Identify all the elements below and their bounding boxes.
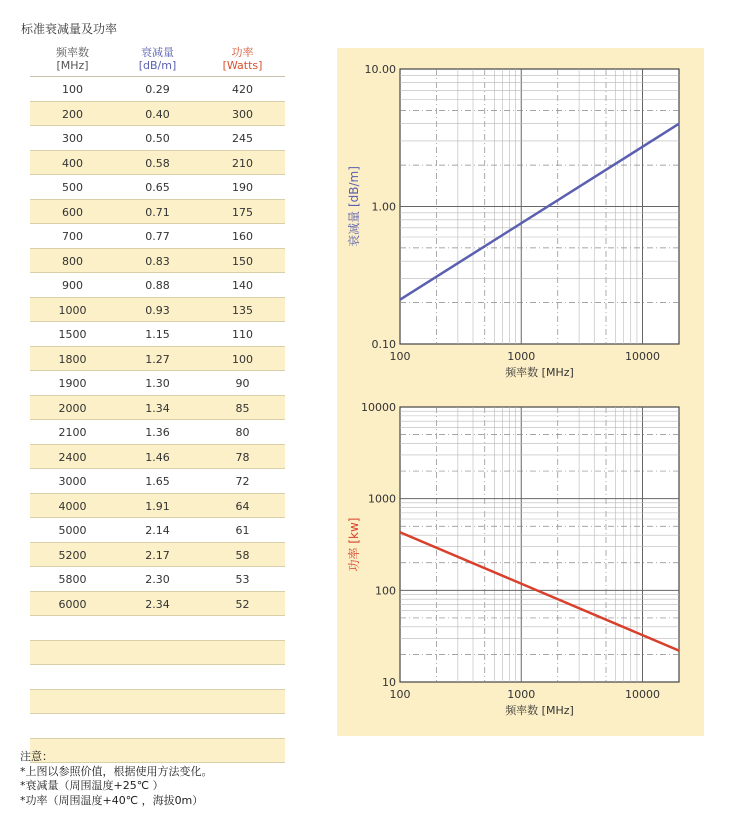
attenuation-cell: 0.77 (145, 230, 170, 243)
y-tick-label: 10000 (361, 401, 396, 414)
table-row (30, 567, 285, 592)
y-tick-label: 10.00 (364, 63, 396, 76)
header-frequency-name: 频率数 (56, 46, 89, 59)
table-row (30, 273, 285, 298)
frequency-cell: 5000 (58, 524, 87, 537)
table-row (30, 543, 285, 568)
attenuation-cell: 2.34 (145, 597, 170, 611)
spec-table (30, 46, 285, 763)
power-cell: 190 (232, 181, 253, 194)
y-tick-label: 100 (375, 584, 396, 598)
attenuation-cell: 0.83 (145, 254, 170, 268)
x-tick-label: 100 (389, 688, 411, 701)
power-cell: 420 (232, 83, 253, 96)
frequency-cell: 2100 (58, 426, 87, 439)
attenuation-cell: 1.65 (145, 475, 170, 488)
table-row (30, 469, 285, 494)
frequency-cell: 1900 (58, 377, 87, 390)
x-axis-label: 频率数 [MHz] (505, 366, 574, 379)
table-row (30, 420, 285, 445)
table-row (30, 298, 285, 323)
frequency-cell: 900 (62, 279, 83, 292)
power-cell: 150 (232, 254, 253, 268)
frequency-cell: 600 (62, 205, 83, 219)
attenuation-cell: 1.46 (145, 450, 170, 464)
power-cell: 135 (232, 303, 253, 317)
frequency-cell: 100 (62, 83, 83, 96)
attenuation-cell: 1.91 (145, 499, 170, 513)
attenuation-cell: 2.17 (145, 548, 170, 562)
frequency-cell: 300 (62, 132, 83, 145)
frequency-cell: 2000 (58, 401, 87, 415)
table-row (30, 151, 285, 176)
frequency-cell: 5800 (58, 573, 87, 586)
power-cell: 52 (235, 597, 250, 611)
power-cell: 90 (235, 377, 250, 390)
power-cell: 175 (232, 205, 253, 219)
power-cell: 210 (232, 156, 253, 170)
notes-title: 注意： (20, 750, 53, 763)
attenuation-cell: 1.15 (145, 328, 170, 341)
table-row (30, 102, 285, 127)
header-frequency-unit: [MHz] (56, 59, 89, 72)
attenuation-cell: 0.88 (145, 279, 170, 292)
power-cell: 80 (235, 426, 250, 439)
power-cell: 64 (235, 499, 250, 513)
chart-panel (337, 48, 704, 736)
table-row (30, 592, 285, 617)
y-axis-label: 衰减量 [dB/m] (347, 166, 361, 247)
table-row (30, 665, 285, 690)
attenuation-cell: 1.34 (145, 401, 170, 415)
frequency-cell: 400 (62, 156, 83, 170)
attenuation-cell: 0.58 (145, 156, 170, 170)
x-tick-label: 10000 (625, 688, 661, 701)
attenuation-cell: 2.14 (145, 524, 170, 537)
note-line: *衰减量（周围温度+25℃ ） (20, 779, 164, 792)
table-row (30, 714, 285, 739)
table-row (30, 616, 285, 641)
attenuation-cell: 0.71 (145, 205, 170, 219)
table-row (30, 200, 285, 225)
frequency-cell: 5200 (58, 548, 87, 562)
table-row (30, 175, 285, 200)
header-power (200, 46, 285, 72)
table-row (30, 518, 285, 543)
power-cell: 300 (232, 107, 253, 121)
table-row (30, 690, 285, 715)
frequency-cell: 2400 (58, 450, 87, 464)
notes (20, 750, 213, 808)
attenuation-cell: 1.36 (145, 426, 170, 439)
attenuation-cell: 0.93 (145, 303, 170, 317)
power-cell: 58 (235, 548, 250, 562)
header-power-unit: [Watts] (222, 59, 263, 72)
frequency-cell: 4000 (58, 499, 87, 513)
table-row (30, 445, 285, 470)
frequency-cell: 1800 (58, 352, 87, 366)
frequency-cell: 800 (62, 254, 83, 268)
header-attenuation (115, 46, 200, 72)
attenuation-cell: 1.30 (145, 377, 170, 390)
x-tick-label: 100 (389, 350, 411, 363)
power-cell: 160 (232, 230, 253, 243)
power-cell: 110 (232, 328, 253, 341)
power-cell: 78 (235, 450, 250, 464)
frequency-cell: 500 (62, 181, 83, 194)
y-tick-label: 1000 (368, 492, 396, 506)
attenuation-cell: 2.30 (145, 573, 170, 586)
frequency-cell: 700 (62, 230, 83, 243)
y-axis-label: 功率 [kw] (347, 517, 361, 572)
note-line: *功率（周围温度+40℃ ，海拔0m） (20, 793, 204, 807)
table-row (30, 77, 285, 102)
power-cell: 61 (235, 524, 250, 537)
power-chart (337, 48, 704, 736)
frequency-cell: 6000 (58, 597, 87, 611)
y-tick-label: 10 (382, 676, 396, 689)
header-attenuation-name: 衰减量 (141, 46, 174, 59)
table-row (30, 371, 285, 396)
header-power-name: 功率 (231, 46, 254, 59)
power-cell: 72 (235, 475, 250, 488)
x-tick-label: 1000 (507, 688, 536, 701)
table-row (30, 224, 285, 249)
y-tick-label: 0.10 (371, 338, 396, 351)
attenuation-cell: 0.29 (145, 83, 170, 96)
x-axis-label: 频率数 [MHz] (505, 704, 574, 717)
table-row (30, 396, 285, 421)
attenuation-cell: 0.40 (145, 107, 170, 121)
table-row (30, 494, 285, 519)
attenuation-cell: 0.50 (145, 132, 170, 145)
frequency-cell: 1500 (58, 328, 87, 341)
power-cell: 140 (232, 279, 253, 292)
table-row (30, 322, 285, 347)
page-title: 标准衰减量及功率 (21, 22, 118, 36)
table-header (30, 46, 285, 77)
x-tick-label: 10000 (625, 350, 661, 363)
header-attenuation-unit: [dB/m] (138, 59, 177, 72)
table-row (30, 641, 285, 666)
x-tick-label: 1000 (507, 350, 536, 363)
attenuation-cell: 0.65 (145, 181, 170, 194)
power-cell: 53 (235, 573, 250, 586)
table-row (30, 249, 285, 274)
note-line: *上图以参照价值，根据使用方法变化。 (20, 764, 213, 778)
attenuation-cell: 1.27 (145, 352, 170, 366)
frequency-cell: 200 (62, 107, 83, 121)
power-cell: 100 (232, 352, 253, 366)
table-row (30, 126, 285, 151)
frequency-cell: 3000 (58, 475, 87, 488)
power-cell: 85 (235, 401, 250, 415)
table-body (30, 77, 285, 763)
y-tick-label: 1.00 (371, 200, 396, 214)
header-frequency (30, 46, 115, 72)
frequency-cell: 1000 (58, 303, 87, 317)
power-cell: 245 (232, 132, 253, 145)
table-row (30, 347, 285, 372)
